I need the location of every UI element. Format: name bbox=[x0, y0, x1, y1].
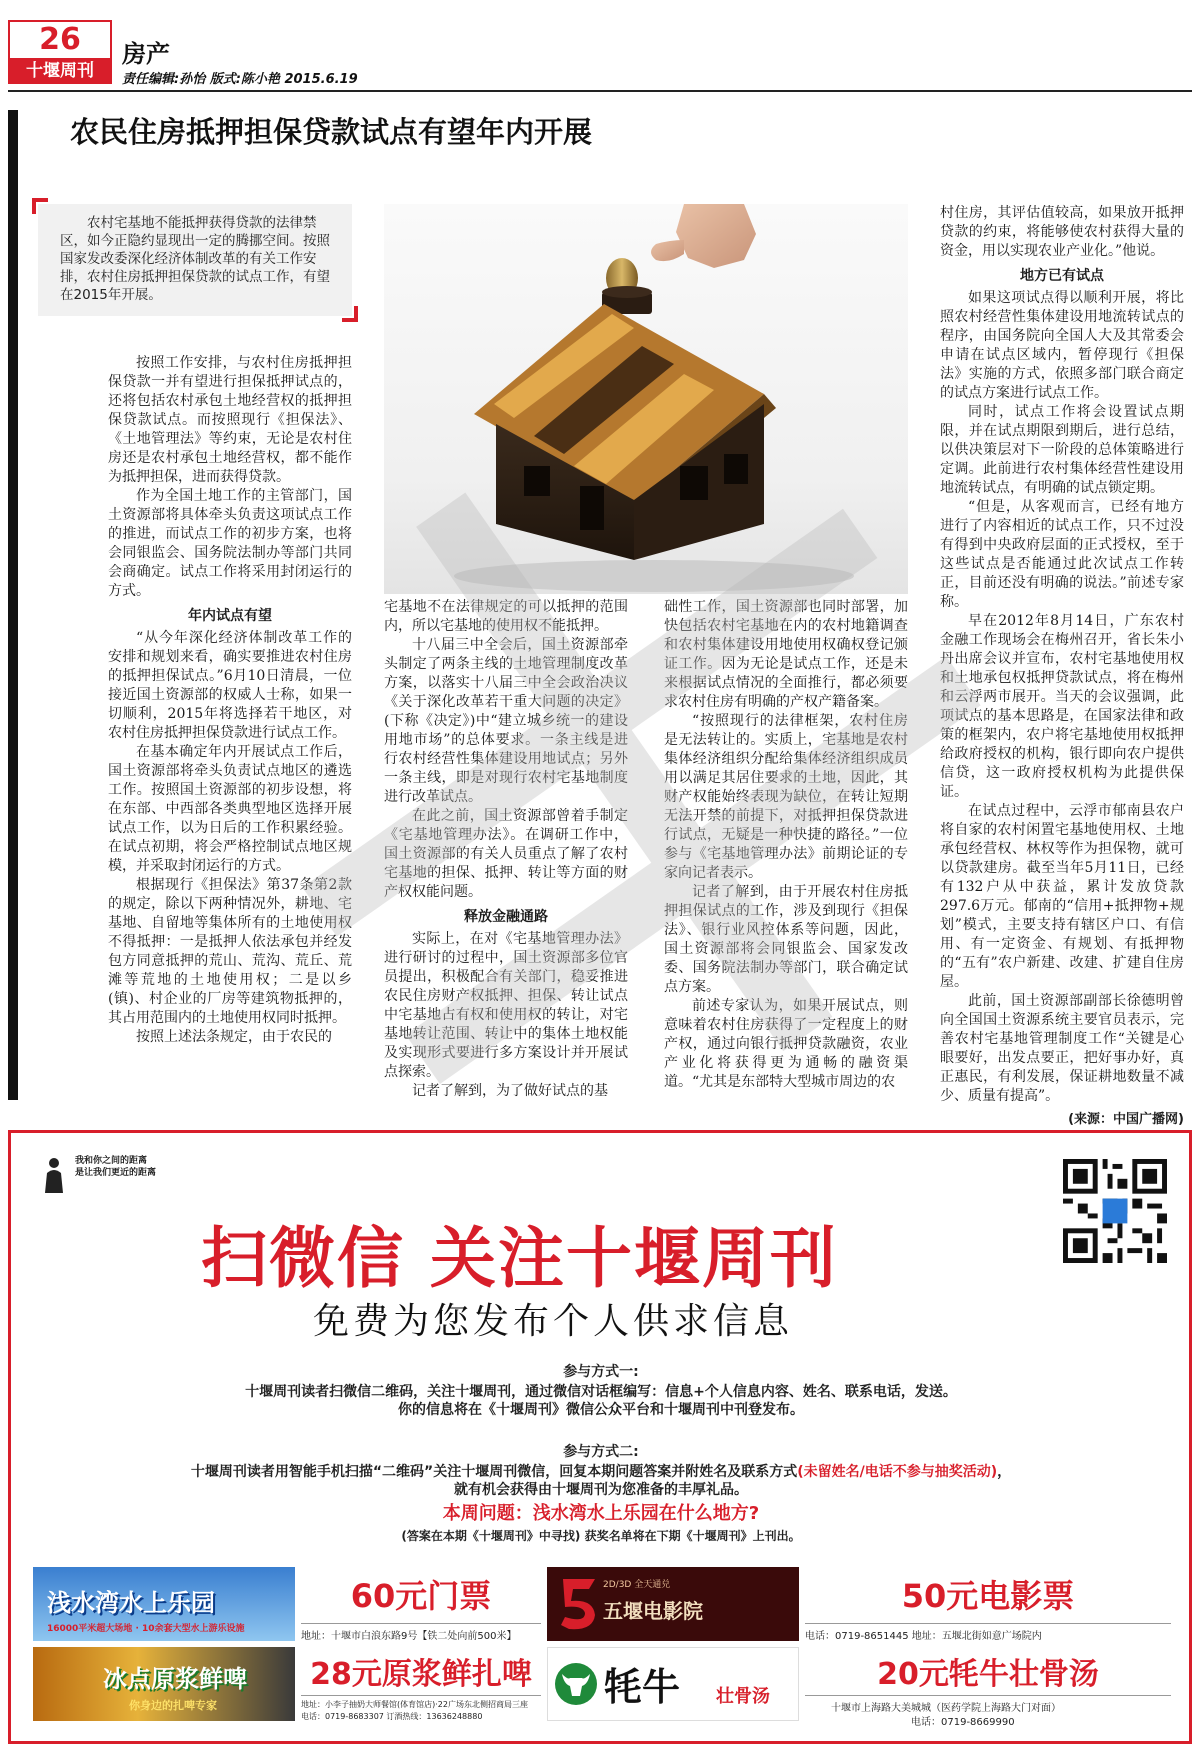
coupon-divider bbox=[301, 1623, 541, 1624]
wechat-advertisement bbox=[8, 1130, 1192, 1744]
paragraph: 根据现行《担保法》第37条第2款的规定，除以下两种情况外，耕地、宅基地、自留地等集体所有的土地使用权不得抵押：一是抵押人依法承包并经发包方同意抵押的荒山、荒沟、荒丘、荒滩等荒地的土地使用权；二是以乡(镇)、村企业的厂房等建筑物抵押的，其占用范围内的土地使用权同时抵押。 bbox=[108, 877, 352, 1026]
paragraph: 前述专家认为，如果开展试点，则意味着农村住房获得了一定程度上的财产权，通过向银行抵押贷款融资，农业产业化将获得更为通畅的融资渠道。“尤其是东部特大型城市周边的农 bbox=[664, 998, 908, 1090]
method-2-line bbox=[31, 1463, 1171, 1481]
cinema-name: 五堰电影院 bbox=[603, 1599, 703, 1623]
paragraph: 记者了解到，由于开展农村住房抵押担保试点的工作，涉及到现行《担保法》、银行业风控体系等问题，因此，国土资源部将会同银监会、国家发改委、国务院法制办等部门，联合确定试点方案。 bbox=[664, 884, 908, 995]
paragraph: “从今年深化经济体制改革工作的安排和规划来看，确实要推进农村住房的抵押担保试点。”6月10日清晨，一位接近国土资源部的权威人士称，如果一切顺利，2015年将选择若干地区，对农村住房抵押担保贷款进行试点工作。 bbox=[108, 630, 352, 741]
paragraph: 在此之前，国土资源部曾着手制定《宅基地管理办法》。在调研工作中，国土资源部的有关人员重点了解了农村宅基地的担保、抵押、转让等方面的财产权权能问题。 bbox=[384, 808, 628, 900]
wechat-qr-code[interactable] bbox=[1063, 1159, 1167, 1263]
ad-slogan bbox=[75, 1155, 156, 1179]
yak-head-icon bbox=[554, 1662, 598, 1706]
article-photo bbox=[384, 204, 908, 594]
method-2-warning: (未留姓名/电话不参与抽奖活动) bbox=[797, 1464, 998, 1480]
cinema-tagline: 2D/3D 全天通兑 bbox=[603, 1580, 671, 1590]
method-1-line: 十堰周刊读者扫微信二维码，关注十堰周刊，通过微信对话框编写：信息+个人信息内容、姓名、联系电话，发送。 bbox=[245, 1384, 957, 1400]
paragraph: 作为全国土地工作的主管部门，国土资源部将具体牵头负责这项试点工作的推进，而试点工作的初步方案，也将会同银监会、国务院法制办等部门共同会商确定。试点工作将采用封闭运行的方式。 bbox=[108, 488, 352, 599]
water-park-image bbox=[33, 1567, 295, 1641]
lead-corner-bottom-right bbox=[342, 306, 358, 322]
ad-slogan-line: 我和你之间的距离 bbox=[75, 1156, 148, 1166]
paragraph: 如果这项试点得以顺利开展，将比照农村经营性集体建设用地流转试点的程序，由国务院向全国人大及其常委会申请在试点区域内，暂停现行《担保法》实施的方式，依照多部门联合商定的试点方案进行试点工作。 bbox=[940, 290, 1184, 401]
headline-bar bbox=[8, 110, 1192, 166]
header-divider bbox=[8, 90, 1192, 92]
answer-note: (答案在本期《十堰周刊》中寻找) 获奖名单将在下期《十堰周刊》上刊出。 bbox=[401, 1529, 801, 1543]
article-lead: 农村宅基地不能抵押获得贷款的法律禁区，如今正隐约显现出一定的腾挪空间。按照国家发改委深化经济体制改革的有关工作安排，农村住房抵押担保贷款的试点工作，有望在2015年开展。 bbox=[38, 204, 352, 316]
article-column-3 bbox=[664, 598, 908, 1098]
person-silhouette-icon bbox=[39, 1157, 69, 1193]
paragraph: “但是，从客观而言，已经有地方进行了内容相近的试点工作，只不过没有得到中央政府层面的正式授权，至于这些试点是否能通过此次试点工作转正，目前还没有明确的说法。”前述专家称。 bbox=[940, 499, 1184, 610]
method-2-text: 十堰周刊读者用智能手机扫描“二维码”关注十堰周刊微信，回复本期问题答案并附姓名及联系方式 bbox=[190, 1464, 798, 1480]
coupon-title-beer: 28元原浆鲜扎啤 bbox=[310, 1657, 532, 1692]
page-number: 26 bbox=[39, 22, 81, 57]
coupon-address: 十堰市上海路大美城城（医药学院上海路大门对面） bbox=[831, 1703, 1061, 1714]
coupon-address: 地址：十堰市白浪东路9号【铁二处向前500米】 bbox=[301, 1631, 517, 1642]
article-source: (来源：中国广播网) bbox=[1068, 1112, 1184, 1127]
subheading: 地方已有试点 bbox=[1020, 268, 1104, 284]
coupon-phone: 电话：0719-8683307 订酒热线：13636248880 bbox=[301, 1712, 483, 1721]
paragraph: 础性工作，国土资源部也同时部署，加快包括农村宅基地在内的农村地籍调查和农村集体建设用地使用权确权登记颁证工作。因为无论是试点工作，还是未来根据试点情况的全面推行，都必须要求农村住房有明确的产权产籍备案。 bbox=[664, 599, 908, 710]
beer-image bbox=[33, 1647, 295, 1721]
house-coin-illustration bbox=[384, 204, 908, 594]
paragraph: 早在2012年8月14日，广东农村金融工作现场会在梅州召开，省长朱小丹出席会议并宣布，农村宅基地使用权和土地承包权抵押贷款试点，将在梅州和云浮两市展开。当天的会议强调，此项试点的基本思路是，在国家法律和政策的框架内，农户将宅基地使用权抵押给政府授权的机构，银行即向农户提供信贷，这一政府授权机构为此提供保证。 bbox=[940, 613, 1184, 800]
brand-label: 十堰周刊 bbox=[8, 58, 112, 84]
coupon-divider bbox=[805, 1623, 1171, 1624]
section-name: 房产 bbox=[122, 39, 170, 68]
editor-credits: 责任编辑:孙怡 版式:陈小艳 2015.6.19 bbox=[122, 72, 358, 87]
article-column-1 bbox=[108, 354, 352, 1098]
paragraph: 实际上，在对《宅基地管理办法》进行研讨的过程中，国土资源部多位官员提出，积极配合有关部门，稳妥推进农民住房财产权抵押、担保、转让试点中宅基地占有权和使用权的转让，对宅基地转让范围、转让中的集体土地权能及实现形式要进行多方案设计并开展试点探索。 bbox=[384, 931, 628, 1080]
page-header bbox=[0, 0, 1200, 100]
paragraph: 十八届三中全会后，国土资源部牵头制定了两条主线的土地管理制度改革方案，以落实十八届三中全会政治决议《关于深化改革若干重大问题的决定》(下称《决定》)中“建立城乡统一的建设用地市场”的总体要求。一条主线是进行农村经营性集体建设用地试点；另外一条主线，即是对现行农村宅基地制度进行改革试点。 bbox=[384, 637, 628, 805]
coupon-phone: 电话：0719-8669990 bbox=[911, 1717, 1015, 1728]
beer-tagline: 你身边的扎啤专家 bbox=[129, 1699, 217, 1712]
coupon-divider bbox=[805, 1695, 1171, 1696]
coupon-title-water-park: 60元门票 bbox=[350, 1577, 492, 1615]
cinema-logo-icon bbox=[555, 1575, 601, 1633]
coupon-divider bbox=[301, 1695, 541, 1696]
ad-headline: 扫微信 关注十堰周刊 bbox=[201, 1220, 838, 1297]
yak-soup-tagline: 壮骨汤 bbox=[716, 1686, 770, 1707]
paragraph: 按照工作安排，与农村住房抵押担保贷款一并有望进行担保抵押试点的，还将包括农村承包土地经营权的抵押担保贷款试点。而按照现行《担保法》、《土地管理法》等约束，无论是农村住房还是农村承包土地经营权，都不能作为抵押担保，进而获得贷款。 bbox=[108, 355, 352, 485]
yak-soup-image bbox=[547, 1647, 799, 1721]
paragraph: 在基本确定年内开展试点工作后，国土资源部将牵头负责试点地区的遴选工作。按照国土资源部的初步设想，将在东部、中西部各类典型地区选择开展试点工作，以为日后的工作积累经验。在试点初期，将会严格控制试点地区规模，并采取封闭运行的方式。 bbox=[108, 744, 352, 874]
article-column-2 bbox=[384, 598, 628, 1098]
paragraph: 此前，国土资源部副部长徐德明曾向全国国土资源系统主要官员表示，完善农村宅基地管理制度工作“关键是心眼要好，出发点要正，把好事办好，真正惠民，有利发展，保证耕地数量不减少、质量有提高”。 bbox=[940, 993, 1184, 1104]
coupon-address: 电话：0719-8651445 地址：五堰北街如意广场院内 bbox=[805, 1631, 1042, 1642]
method-2-title: 参与方式二: bbox=[563, 1444, 639, 1460]
method-2-text-end: ， bbox=[997, 1464, 1012, 1480]
paragraph: 宅基地不在法律规定的可以抵押的范围内，所以宅基地的使用权不能抵押。 bbox=[384, 599, 628, 634]
water-park-tagline: 16000平米超大场地 · 10余套大型水上游乐设施 bbox=[47, 1624, 245, 1634]
article-headline: 农民住房抵押担保贷款试点有望年内开展 bbox=[70, 115, 593, 149]
ad-slogan-line: 是让我们更近的距离 bbox=[75, 1168, 157, 1178]
method-1-line: 你的信息将在《十堰周刊》微信公众平台和十堰周刊中刊登发布。 bbox=[398, 1402, 804, 1418]
coupon-title-yak-soup: 20元牦牛壮骨汤 bbox=[877, 1657, 1099, 1692]
subheading: 年内试点有望 bbox=[188, 608, 272, 624]
coupon-address: 地址：小李子抽奶大师餐馆(体育馆店)·22广场东北侧招商局三座 bbox=[301, 1700, 528, 1709]
yak-soup-name: 牦牛 bbox=[604, 1664, 681, 1709]
water-park-name: 浅水湾水上乐园 bbox=[47, 1589, 215, 1617]
beer-name: 冰点原浆鲜啤 bbox=[103, 1665, 247, 1693]
subheading: 释放金融通路 bbox=[464, 909, 548, 925]
cinema-image bbox=[547, 1567, 799, 1641]
article-column-4 bbox=[940, 204, 1184, 1127]
coupon-title-cinema: 50元电影票 bbox=[901, 1577, 1075, 1615]
paragraph: “按照现行的法律框架，农村住房是无法转让的。实质上，宅基地是农村集体经济组织分配给集体经济组织成员用以满足其居住要求的土地，因此，其财产权能始终表现为缺位，在转让短期无法开禁的前提下，对抵押担保贷款进行试点，无疑是一种快捷的路径。”一位参与《宅基地管理办法》前期论证的专家向记者表示。 bbox=[664, 713, 908, 881]
paragraph: 按照上述法条规定，由于农民的 bbox=[136, 1029, 332, 1045]
paragraph: 同时，试点工作将会设置试点期限，并在试点期限到期后，进行总结，以供决策层对下一阶段的总体策略进行定调。此前进行农村集体经营性建设用地流转试点，有明确的试点锁定期。 bbox=[940, 404, 1184, 496]
lead-corner-top-left bbox=[32, 198, 48, 214]
paragraph: 在试点过程中，云浮市郁南县农户将自家的农村闲置宅基地使用权、土地承包经营权、林权等作为担保物，就可以贷款建房。截至当年5月11日，已经有132户从中获益，累计发放贷款297.6万元。郁南的“信用+抵押物+规划”模式，主要支持有辖区户口、有信用、有一定资金、有规划、有抵押物的“五有”农户新建、改建、扩建自住房屋。 bbox=[940, 803, 1184, 990]
method-2-line: 就有机会获得由十堰周刊为您准备的丰厚礼品。 bbox=[454, 1482, 748, 1498]
weekly-question: 本周问题：浅水湾水上乐园在什么地方? bbox=[442, 1503, 760, 1524]
paragraph: 村住房，其评估值较高，如果放开抵押贷款的约束，将能够使农村获得大量的资金，用以实现农业产业化。”他说。 bbox=[940, 205, 1184, 259]
paragraph: 记者了解到，为了做好试点的基 bbox=[412, 1083, 608, 1099]
ad-subhead: 免费为您发布个人供求信息 bbox=[313, 1301, 794, 1342]
method-1-title: 参与方式一: bbox=[563, 1364, 639, 1380]
